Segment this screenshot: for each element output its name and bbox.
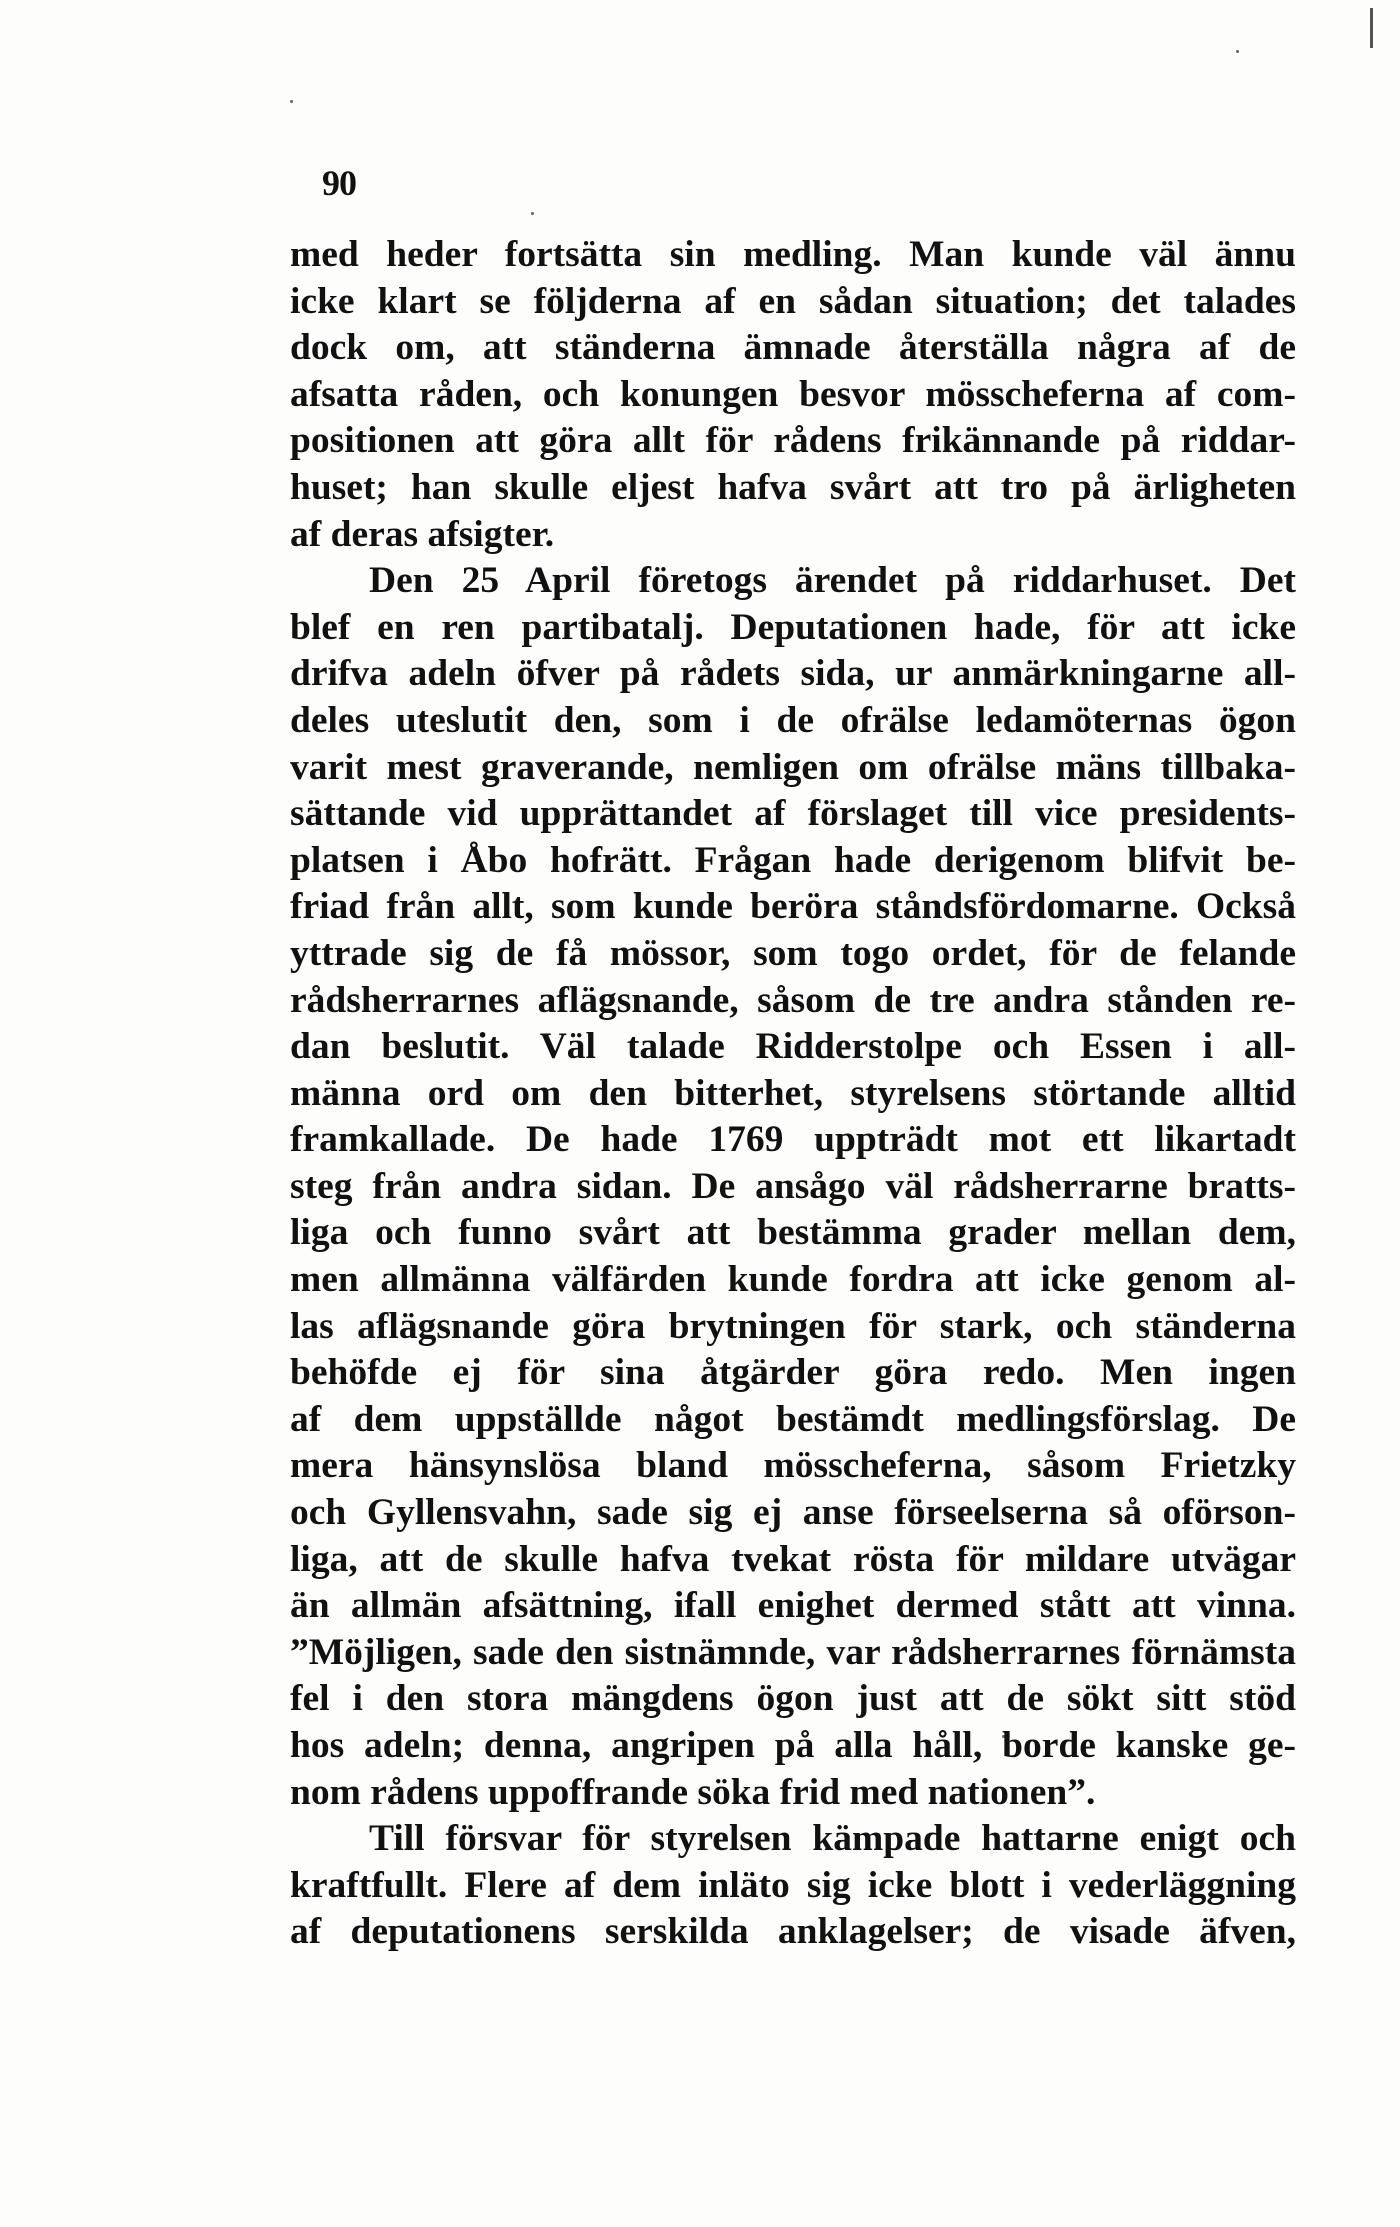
text-line: nom rådens uppoffrande söka frid med nationen”. (290, 1771, 1096, 1813)
text-line: af deputationens serskilda anklagelser; de visade äfven, (290, 1911, 1296, 1953)
text-line: icke klart se följderna af en sådan situation; det talades (290, 280, 1296, 322)
text-line: rådsherrarnes aflägsnande, såsom de tre andra stånden re- (290, 979, 1296, 1021)
page-number: 90 (322, 163, 356, 203)
text-line: hos adeln; denna, angripen på alla håll, borde kanske ge- (290, 1725, 1296, 1766)
text-line: liga, att de skulle hafva tvekat rösta för mildare utvägar (290, 1538, 1296, 1580)
text-line: afsatta råden, och konungen besvor mösscheferna af com- (290, 373, 1296, 415)
text-line: Den 25 April företogs ärendet på riddarhuset. Det (369, 560, 1296, 602)
text-line: med heder fortsätta sin medling. Man kunde väl ännu (290, 234, 1296, 275)
text-line: men allmänna välfärden kunde fordra att icke genom al- (290, 1259, 1296, 1301)
text-line: las aflägsnande göra brytningen för stark, och ständerna (290, 1305, 1296, 1347)
text-line: männa ord om den bitterhet, styrelsens störtande alltid (290, 1072, 1296, 1114)
text-line: af dem uppställde något bestämdt medlingsförslag. De (290, 1398, 1296, 1440)
text-line: varit mest graverande, nemligen om ofrälse mäns tillbaka- (290, 746, 1296, 788)
text-line: än allmän afsättning, ifall enighet dermed stått att vinna. (290, 1585, 1296, 1627)
text-line: dan beslutit. Väl talade Ridderstolpe och Essen i all- (290, 1026, 1296, 1068)
text-line: positionen att göra allt för rådens frikännande på riddar- (290, 420, 1296, 462)
text-line: af deras afsigter. (290, 513, 555, 555)
text-line: yttrade sig de få mössor, som togo ordet, för de felande (290, 932, 1296, 974)
text-line: platsen i Åbo hofrätt. Frågan hade derigenom blifvit be- (290, 839, 1296, 881)
text-line: liga och funno svårt att bestämma grader mellan dem, (290, 1212, 1296, 1254)
text-line: Till försvar för styrelsen kämpade hattarne enigt och (369, 1818, 1296, 1860)
text-line: behöfde ej för sina åtgärder göra redo. Men ingen (290, 1352, 1296, 1394)
scan-speck (290, 100, 293, 103)
text-line: kraftfullt. Flere af dem inläto sig icke blott i vederläggning (290, 1864, 1296, 1906)
text-line: mera hänsynslösa bland mösscheferna, såsom Frietzky (290, 1445, 1296, 1487)
text-line: deles uteslutit den, som i de ofrälse ledamöternas ögon (290, 699, 1296, 741)
text-line: och Gyllensvahn, sade sig ej anse förseelserna så oförson- (290, 1492, 1296, 1534)
scan-edge-mark (1370, 8, 1373, 48)
text-line: steg från andra sidan. De ansågo väl rådsherrarne bratts- (290, 1165, 1296, 1207)
text-line: friad från allt, som kunde beröra ståndsfördomarne. Också (290, 886, 1296, 928)
scan-speck (531, 212, 534, 215)
text-line: blef en ren partibatalj. Deputationen hade, för att icke (290, 606, 1296, 648)
body-text (290, 232, 1296, 1956)
text-line: sättande vid upprättandet af förslaget till vice presidents- (290, 793, 1296, 835)
text-line: ”Möjligen, sade den sistnämnde, var rådsherrarnes förnämsta (290, 1631, 1296, 1673)
scan-speck (1236, 50, 1239, 53)
text-line: framkallade. De hade 1769 uppträdt mot ett likartadt (290, 1119, 1296, 1161)
text-line: drifva adeln öfver på rådets sida, ur anmärkningarne all- (290, 653, 1296, 695)
text-line: huset; han skulle eljest hafva svårt att tro på ärligheten (290, 466, 1296, 508)
text-line: dock om, att ständerna ämnade återställa några af de (290, 327, 1296, 369)
text-line: fel i den stora mängdens ögon just att de sökt sitt stöd (290, 1678, 1296, 1720)
